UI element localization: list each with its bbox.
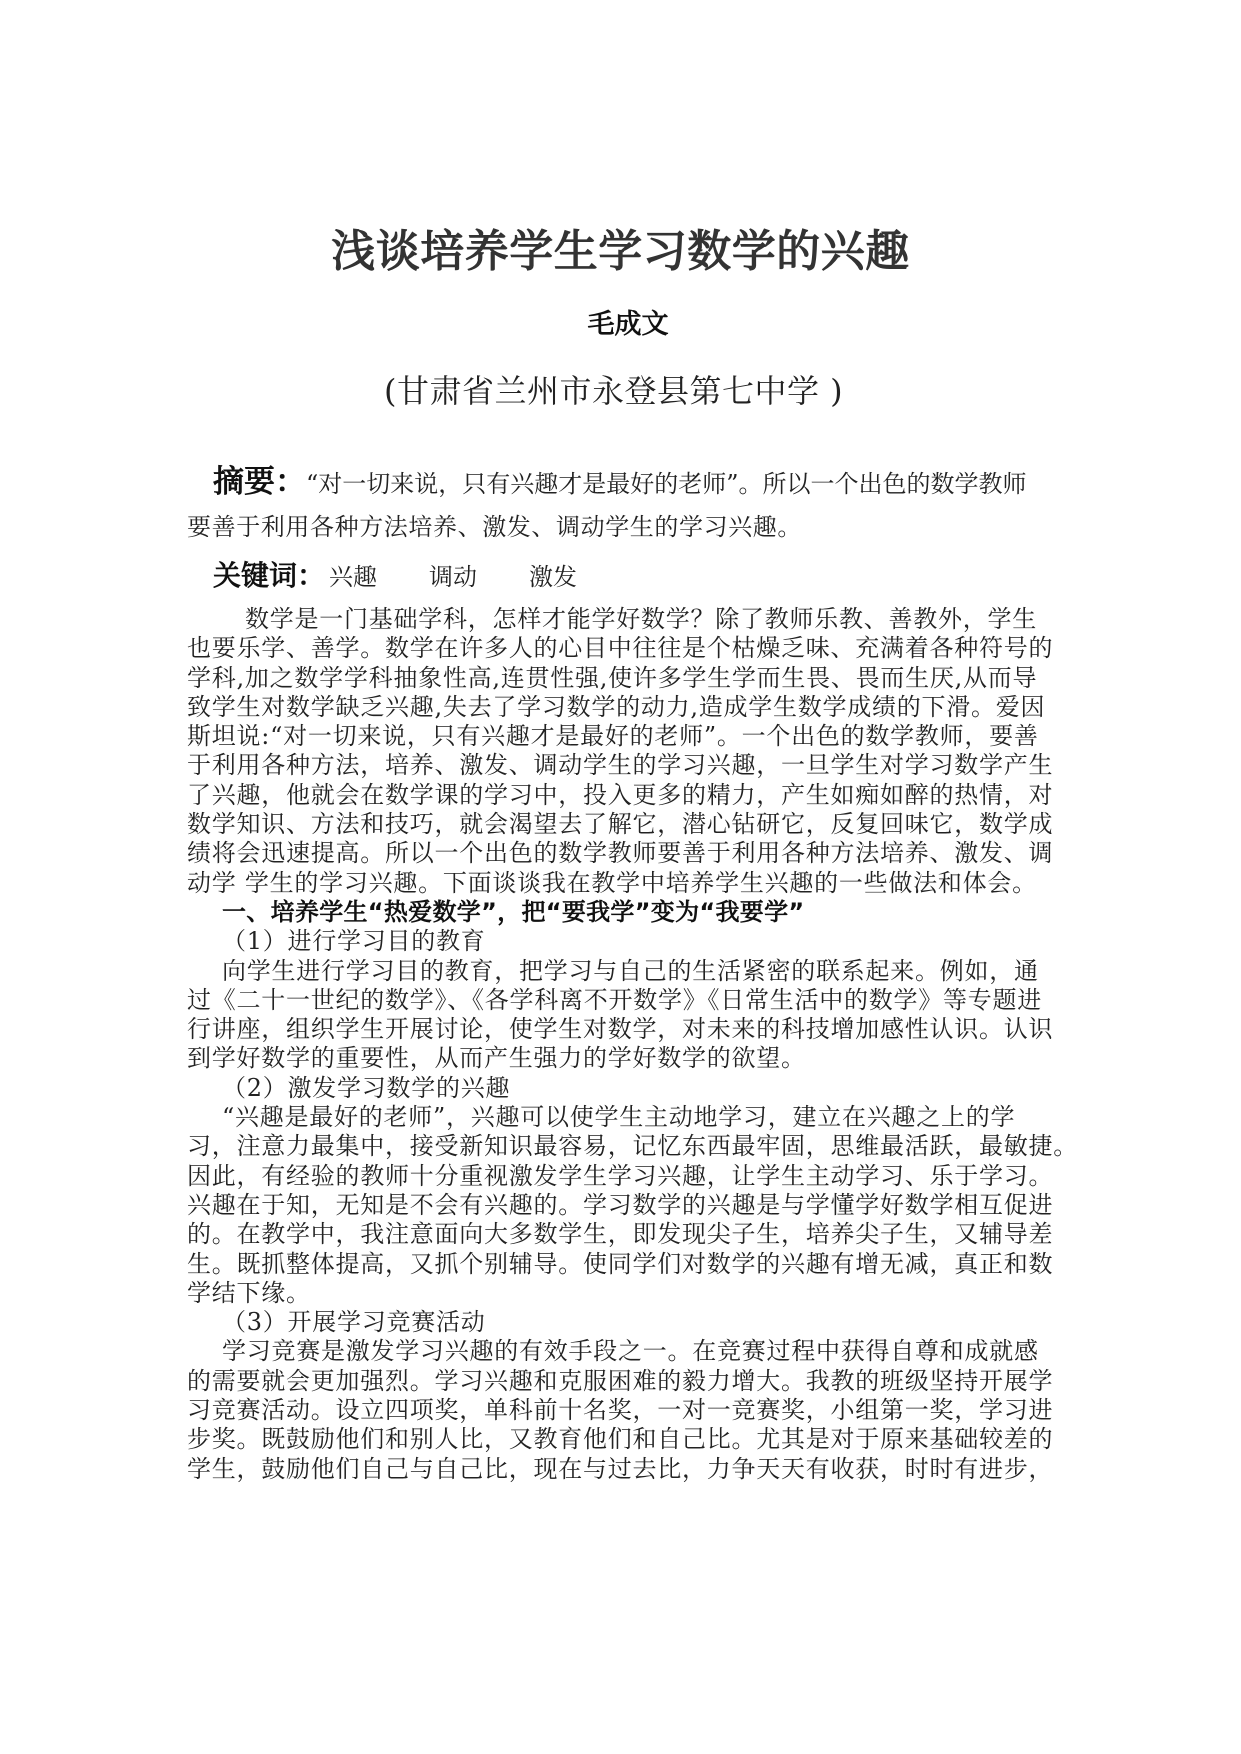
body-line: 数学是一门基础学科，怎样才能学好数学？除了教师乐教、善教外，学生 xyxy=(245,605,1037,633)
abstract-text-2: 要善于利用各种方法培养、激发、调动学生的学习兴趣。 xyxy=(187,513,802,541)
keywords xyxy=(213,558,629,595)
body-line: 习竞赛活动。设立四项奖，单科前十名奖，一对一竞赛奖，小组第一奖，学习进 xyxy=(187,1396,1054,1425)
body-line: 习，注意力最集中，接受新知识最容易，记忆东西最牢固，思维最活跃，最敏捷。 xyxy=(187,1132,1078,1161)
body-line: 学生，鼓励他们自己与自己比，现在与过去比，力争天天有收获，时时有进步， xyxy=(187,1454,1054,1483)
body-line: 兴趣在于知，无知是不会有兴趣的。学习数学的兴趣是与学懂学好数学相互促进 xyxy=(187,1190,1054,1219)
subsection-heading-1: （1）进行学习目的教育 xyxy=(222,927,486,956)
subsection-heading-2: （2）激发学习数学的兴趣 xyxy=(222,1073,511,1102)
author-name: 毛成文 xyxy=(587,309,669,340)
body-line: 也要乐学、善学。数学在许多人的心目中往往是个枯燥乏味、充满着各种符号的 xyxy=(187,634,1054,663)
body-line: 学结下缘。 xyxy=(187,1278,311,1307)
body-line: 斯坦说:“对一切来说，只有兴趣才是最好的老师”。一个出色的数学教师，要善 xyxy=(187,722,1039,751)
body-text xyxy=(187,605,1078,1484)
abstract-text-1: “对一切来说，只有兴趣才是最好的老师”。所以一个出色的数学教师 xyxy=(306,470,1027,498)
body-line: 致学生对数学缺乏兴趣,失去了学习数学的动力,造成学生数学成绩的下滑。爱因 xyxy=(187,692,1046,721)
abstract-label: 摘要： xyxy=(213,464,306,500)
body-line: 过《二十一世纪的数学》、《各学科离不开数学》《日常生活中的数学》等专题进 xyxy=(187,985,1042,1014)
body-line: 行讲座，组织学生开展讨论，使学生对数学，对未来的科技增加感性认识。认识 xyxy=(187,1015,1054,1044)
body-line: 因此，有经验的教师十分重视激发学生学习兴趣，让学生主动学习、乐于学习。 xyxy=(187,1161,1054,1190)
author-affiliation: (甘肃省兰州市永登县第七中学 ) xyxy=(384,372,844,410)
body-line: “兴趣是最好的老师”，兴趣可以使学生主动地学习，建立在兴趣之上的学 xyxy=(222,1103,1016,1132)
keyword: 调动 xyxy=(429,563,478,591)
body-line: 到学好数学的重要性，从而产生强力的学好数学的欲望。 xyxy=(187,1044,806,1073)
keyword: 激发 xyxy=(529,563,578,591)
document-title: 浅谈培养学生学习数学的兴趣 xyxy=(331,226,910,277)
body-line: 向学生进行学习目的教育，把学习与自己的生活紧密的联系起来。例如，通 xyxy=(222,956,1039,985)
abstract-first-line xyxy=(213,462,1027,504)
body-line: 生。既抓整体提高，又抓个别辅导。使同学们对数学的兴趣有增无减，真正和数 xyxy=(187,1249,1054,1278)
subsection-heading-3: （3）开展学习竞赛活动 xyxy=(222,1308,486,1337)
body-line: 学科,加之数学学科抽象性高,连贯性强,使许多学生学而生畏、畏而生厌,从而导 xyxy=(187,663,1038,692)
body-line: 学习竞赛是激发学习兴趣的有效手段之一。在竞赛过程中获得自尊和成就感 xyxy=(222,1337,1039,1366)
body-line: 数学知识、方法和技巧，就会渴望去了解它，潜心钻研它，反复回味它，数学成 xyxy=(187,810,1054,839)
keyword: 兴趣 xyxy=(329,563,378,591)
body-line: 的需要就会更加强烈。学习兴趣和克服困难的毅力增大。我教的班级坚持开展学 xyxy=(187,1366,1054,1395)
section-heading-1: 一、培养学生“热爱数学”，把“要我学”变为“我要学” xyxy=(222,897,805,926)
body-line: 步奖。既鼓励他们和别人比，又教育他们和自己比。尤其是对于原来基础较差的 xyxy=(187,1425,1054,1454)
body-line: 的。在教学中，我注意面向大多数学生，即发现尖子生，培养尖子生，又辅导差 xyxy=(187,1220,1054,1249)
body-line: 绩将会迅速提高。所以一个出色的数学教师要善于利用各种方法培养、激发、调 xyxy=(187,839,1054,868)
body-line: 于利用各种方法，培养、激发、调动学生的学习兴趣，一旦学生对学习数学产生 xyxy=(187,751,1054,780)
body-line: 了兴趣，他就会在数学课的学习中，投入更多的精力，产生如痴如醉的热情，对 xyxy=(187,780,1054,809)
keywords-label: 关键词： xyxy=(213,559,326,592)
body-line: 动学 学生的学习兴趣。下面谈谈我在教学中培养学生兴趣的一些做法和体会。 xyxy=(187,868,1037,897)
